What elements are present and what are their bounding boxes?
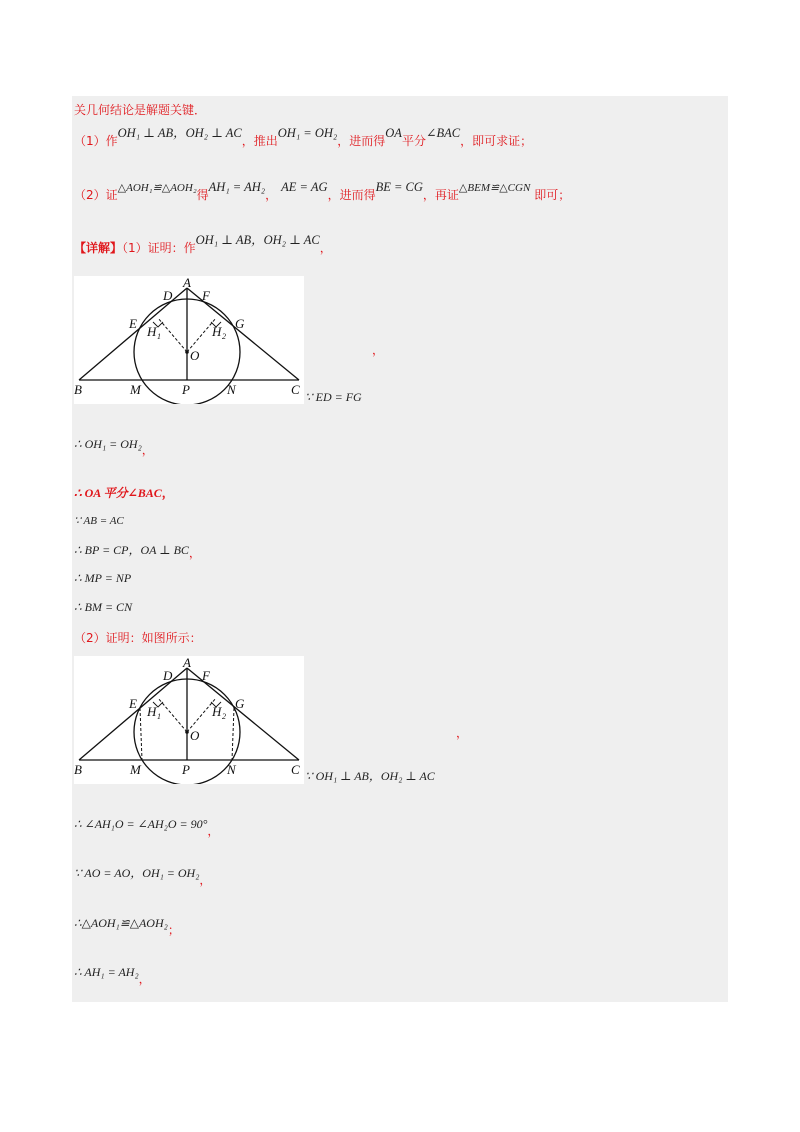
- fig2-label-E: E: [129, 696, 137, 711]
- fig2-label-N: N: [227, 762, 236, 777]
- fig2-label-M: M: [130, 762, 141, 777]
- detail-perp: OH₁ ⊥ AB，OH₂ ⊥ AC: [195, 233, 320, 247]
- detail-heading: [74, 233, 332, 256]
- step-1-6-math: ∴ BM = CN: [74, 600, 133, 614]
- fig1-label-D: D: [163, 288, 173, 303]
- fig2-label-H1: H: [147, 704, 157, 719]
- step-1-3: [74, 513, 124, 527]
- detail-part-1: （1）证明：作: [122, 241, 196, 255]
- hint-2-text-1: ，进而得: [327, 188, 376, 202]
- step-2-2: [74, 864, 212, 887]
- fig1-after-text: ∵ ED = FG: [305, 390, 362, 404]
- step-1-5-math: ∴ MP = NP: [74, 571, 132, 585]
- step-1-2: [74, 484, 174, 501]
- hint-1-text-1: ，推出: [241, 134, 278, 148]
- hint-2-text-2: ，再证: [422, 188, 459, 202]
- hint-1-text-2: ，进而得: [337, 134, 386, 148]
- fig2-label-G: G: [235, 696, 245, 711]
- fig2-comma: ，: [456, 726, 469, 740]
- fig2-label-H2-sub: 2: [222, 712, 226, 721]
- step-2-4-math: ∴ AH₁ = AH₂: [74, 965, 139, 979]
- hint-1-angle: ∠BAC: [425, 126, 461, 140]
- step-2-2-tail: ，: [199, 873, 212, 887]
- hint-1-perp: OH₁ ⊥ AB，OH₂ ⊥ AC: [117, 126, 242, 140]
- fig1-label-A: A: [183, 276, 191, 290]
- fig1-label-H2-sub: 2: [222, 332, 226, 341]
- hint-2-de: 得: [196, 188, 209, 202]
- hint-2-cong2: △BEM≌△CGN: [458, 182, 531, 194]
- fig1-label-N: N: [227, 382, 236, 397]
- fig1-label-C: C: [291, 382, 300, 397]
- fig1-label-H2: H: [212, 324, 222, 339]
- step-2-1-math: ∴ ∠AH₁O = ∠AH₂O = 90°: [74, 817, 208, 831]
- fig1-comma: ，: [372, 343, 385, 357]
- hint-1-text-3: ，即可求证；: [460, 134, 533, 148]
- fig1-label-M: M: [130, 382, 141, 397]
- step-2-2-math: ∵ AO = AO，OH₁ = OH₂: [74, 866, 200, 880]
- hint-2-cong: △AOH₁≌△AOH₂: [117, 182, 197, 194]
- step-1-2-tail: ，: [161, 486, 174, 500]
- fig2-after-text: ∵ OH₁ ⊥ AB，OH₂ ⊥ AC: [305, 769, 435, 783]
- step-1-1-math: ∴ OH₁ = OH₂: [74, 437, 142, 451]
- hint-2-text-3: 即可；: [534, 188, 571, 202]
- fig2-label-P: P: [182, 762, 190, 777]
- detail-comma: ，: [319, 241, 332, 255]
- hint-2-label: （2）证: [74, 188, 118, 202]
- figure-2-svg: [74, 656, 304, 784]
- hint-1-eq: OH₁ = OH₂: [277, 126, 338, 140]
- fig2-label-F: F: [202, 668, 210, 683]
- step-2-4: [74, 963, 151, 986]
- step-1-2-math: ∴ OA 平分∠BAC: [74, 486, 162, 500]
- step-2-4-tail: ，: [138, 972, 151, 986]
- hint-2-ah: AH₁ = AH₂: [208, 180, 266, 194]
- fig1-label-E: E: [129, 316, 137, 331]
- step-1-4-tail: ，: [188, 546, 201, 560]
- hint-2: [74, 180, 571, 203]
- fig1-label-G: G: [235, 316, 245, 331]
- step-2-3-tail: ；: [167, 923, 180, 937]
- geometry-figure-1: [74, 276, 304, 404]
- fig2-label-A: A: [183, 656, 191, 670]
- fig1-label-H1: H: [147, 324, 157, 339]
- fig2-label-O: O: [190, 728, 200, 743]
- part-2-heading: （2）证明：如图所示：: [74, 631, 202, 645]
- hint-2-be: BE = CG: [375, 180, 423, 194]
- fig2-label-H2: H: [212, 704, 222, 719]
- hint-2-comma: ，: [265, 188, 278, 202]
- hint-1-bisect: 平分: [401, 134, 426, 148]
- step-1-4: [74, 541, 201, 558]
- figure-1-svg: [74, 276, 304, 404]
- fig2-label-D: D: [163, 668, 173, 683]
- step-2-1-tail: ，: [207, 824, 220, 838]
- geometry-figure-2: [74, 656, 304, 784]
- step-1-5: [74, 571, 131, 586]
- fig2-label-H1-sub: 1: [157, 712, 161, 721]
- step-2-3-math: ∴△AOH₁≌△AOH₂: [74, 916, 168, 930]
- fig1-label-H1-sub: 1: [157, 332, 161, 341]
- hint-2-ae: AE = AG: [281, 180, 328, 194]
- step-1-4-math: ∴ BP = CP，OA ⊥ BC: [74, 543, 189, 557]
- intro-text: 关几何结论是解题关键．: [74, 103, 207, 117]
- step-1-3-math: ∵ AB = AC: [74, 515, 124, 527]
- fig1-label-F: F: [202, 288, 210, 303]
- step-2-1: [74, 815, 220, 838]
- hint-1: [74, 126, 533, 149]
- fig2-label-C: C: [291, 762, 300, 777]
- fig1-label-B: B: [74, 382, 82, 397]
- hint-1-oa: OA: [385, 126, 402, 140]
- fig1-label-P: P: [182, 382, 190, 397]
- step-2-3: [74, 914, 180, 937]
- step-1-6: [74, 600, 132, 615]
- step-1-1: [74, 435, 154, 457]
- fig1-label-O: O: [190, 348, 200, 363]
- detail-tag: 【详解】: [74, 241, 123, 255]
- hint-1-label: （1）作: [74, 134, 118, 148]
- step-1-1-tail: ，: [141, 443, 154, 457]
- fig2-label-B: B: [74, 762, 82, 777]
